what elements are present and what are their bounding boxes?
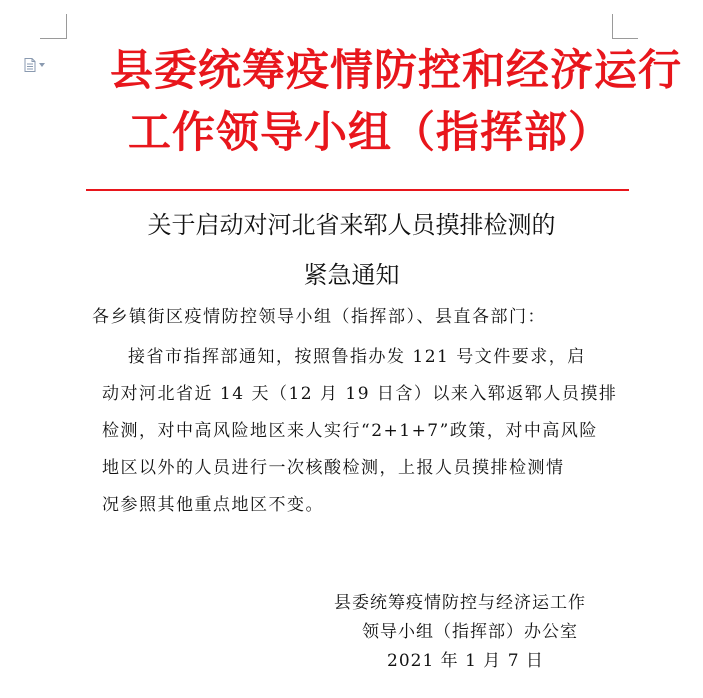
paste-options-button[interactable]	[24, 58, 45, 72]
crop-mark-top-right-vertical	[612, 14, 613, 39]
red-header-line-2: 工作领导小组（指挥部）	[128, 108, 612, 158]
red-divider-rule	[86, 189, 629, 191]
body-paragraph-line: 接省市指挥部通知，按照鲁指办发 121 号文件要求，启	[128, 347, 586, 367]
crop-mark-top-left-horizontal	[40, 38, 66, 39]
body-paragraph-line: 地区以外的人员进行一次核酸检测，上报人员摸排检测情	[102, 458, 565, 478]
signature-org-line-1: 县委统筹疫情防控与经济运工作	[334, 593, 586, 613]
signature-date: 2021 年 1 月 7 日	[387, 651, 544, 671]
body-paragraph-line: 况参照其他重点地区不变。	[102, 495, 324, 515]
body-paragraph-line: 检测，对中高风险地区来人实行“2+1+7”政策，对中高风险	[102, 421, 598, 441]
signature-org-line-2: 领导小组（指挥部）办公室	[362, 622, 578, 642]
crop-mark-top-right-horizontal	[612, 38, 638, 39]
notice-title-line-2: 紧急通知	[303, 261, 400, 289]
body-paragraph-line: 动对河北省近 14 天（12 月 19 日含）以来入郓返郓人员摸排	[102, 384, 618, 404]
salutation: 各乡镇街区疫情防控领导小组（指挥部）、县直各部门：	[92, 307, 546, 327]
crop-mark-top-left-vertical	[66, 14, 67, 39]
document-icon	[24, 58, 36, 72]
chevron-down-icon	[39, 63, 45, 67]
notice-title-line-1: 关于启动对河北省来郓人员摸排检测的	[147, 211, 556, 239]
red-header-line-1: 县委统筹疫情防控和经济运行	[110, 46, 682, 96]
